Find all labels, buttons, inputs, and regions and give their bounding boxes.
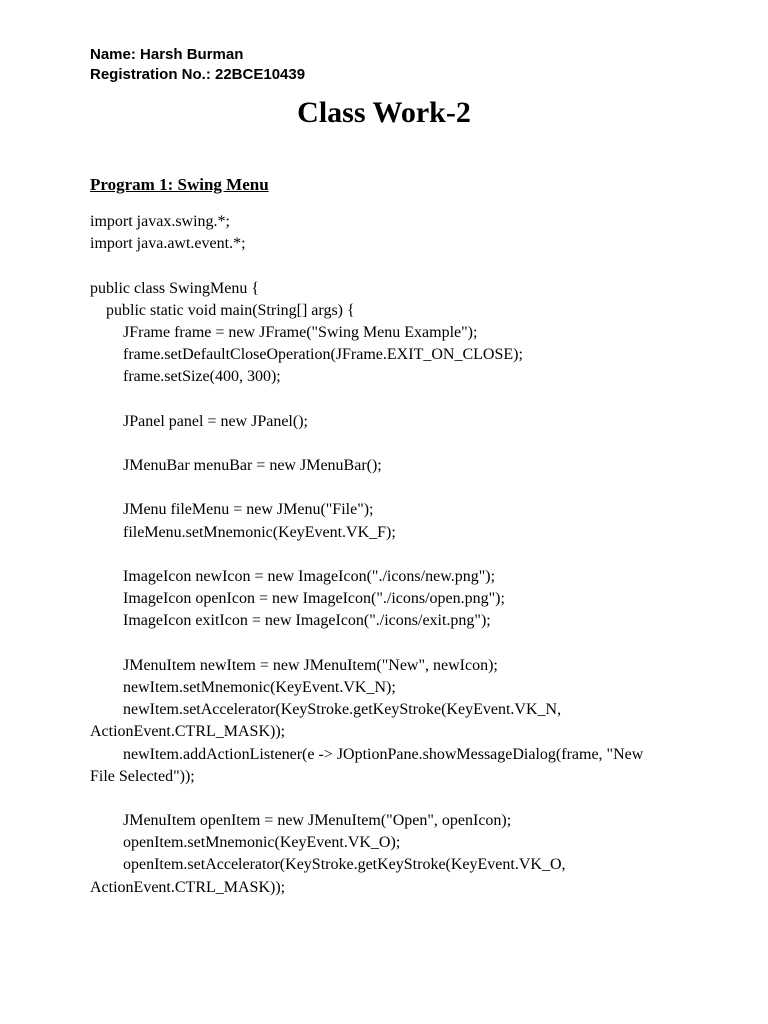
code-line (90, 255, 690, 277)
code-line (90, 477, 690, 499)
code-line: ImageIcon exitIcon = new ImageIcon("./icons/exit.png"); (123, 612, 491, 630)
code-line (90, 633, 690, 655)
code-line: openItem.setMnemonic(KeyEvent.VK_O); (123, 834, 401, 852)
page-title: Class Work-2 (297, 96, 471, 129)
program-heading: Program 1: Swing Menu (90, 175, 269, 194)
code-line: frame.setSize(400, 300); (123, 368, 281, 386)
code-line: openItem.setAccelerator(KeyStroke.getKeyStroke(KeyEvent.VK_O, (123, 856, 566, 874)
code-line: JMenu fileMenu = new JMenu("File"); (123, 501, 374, 519)
code-line: ImageIcon newIcon = new ImageIcon("./icons/new.png"); (123, 568, 496, 585)
code-line: fileMenu.setMnemonic(KeyEvent.VK_F); (123, 523, 396, 541)
code-line: JMenuItem newItem = new JMenuItem("New", newIcon); (123, 656, 498, 674)
code-line (90, 433, 690, 455)
code-line: frame.setDefaultCloseOperation(JFrame.EXIT_ON_CLOSE); (123, 346, 523, 364)
code-line: import java.awt.event.*; (90, 235, 246, 253)
code-line: JMenuItem openItem = new JMenuItem("Open", openIcon); (123, 812, 512, 830)
code-line: JPanel panel = new JPanel(); (123, 412, 308, 430)
code-line (90, 544, 690, 566)
code-line: ActionEvent.CTRL_MASK)); (90, 723, 286, 741)
code-line: ImageIcon openIcon = new ImageIcon("./icons/open.png"); (123, 590, 505, 608)
code-line: public class SwingMenu { (90, 279, 259, 297)
code-line: ActionEvent.CTRL_MASK)); (90, 878, 286, 896)
code-listing (90, 211, 690, 899)
student-name: Name: Harsh Burman (90, 46, 244, 63)
code-line: newItem.setMnemonic(KeyEvent.VK_N); (123, 678, 396, 696)
code-line: newItem.setAccelerator(KeyStroke.getKeyStroke(KeyEvent.VK_N, (123, 701, 562, 719)
code-line: JMenuBar menuBar = new JMenuBar(); (123, 457, 382, 475)
code-line: import javax.swing.*; (90, 213, 230, 230)
code-line (90, 389, 690, 411)
code-line: newItem.addActionListener(e -> JOptionPane.showMessageDialog(frame, "New (123, 745, 644, 763)
code-line: File Selected")); (90, 767, 195, 785)
registration-number: Registration No.: 22BCE10439 (90, 66, 306, 83)
code-line (90, 788, 690, 810)
code-line: JFrame frame = new JFrame("Swing Menu Example"); (123, 323, 478, 341)
code-line: public static void main(String[] args) { (106, 301, 355, 319)
